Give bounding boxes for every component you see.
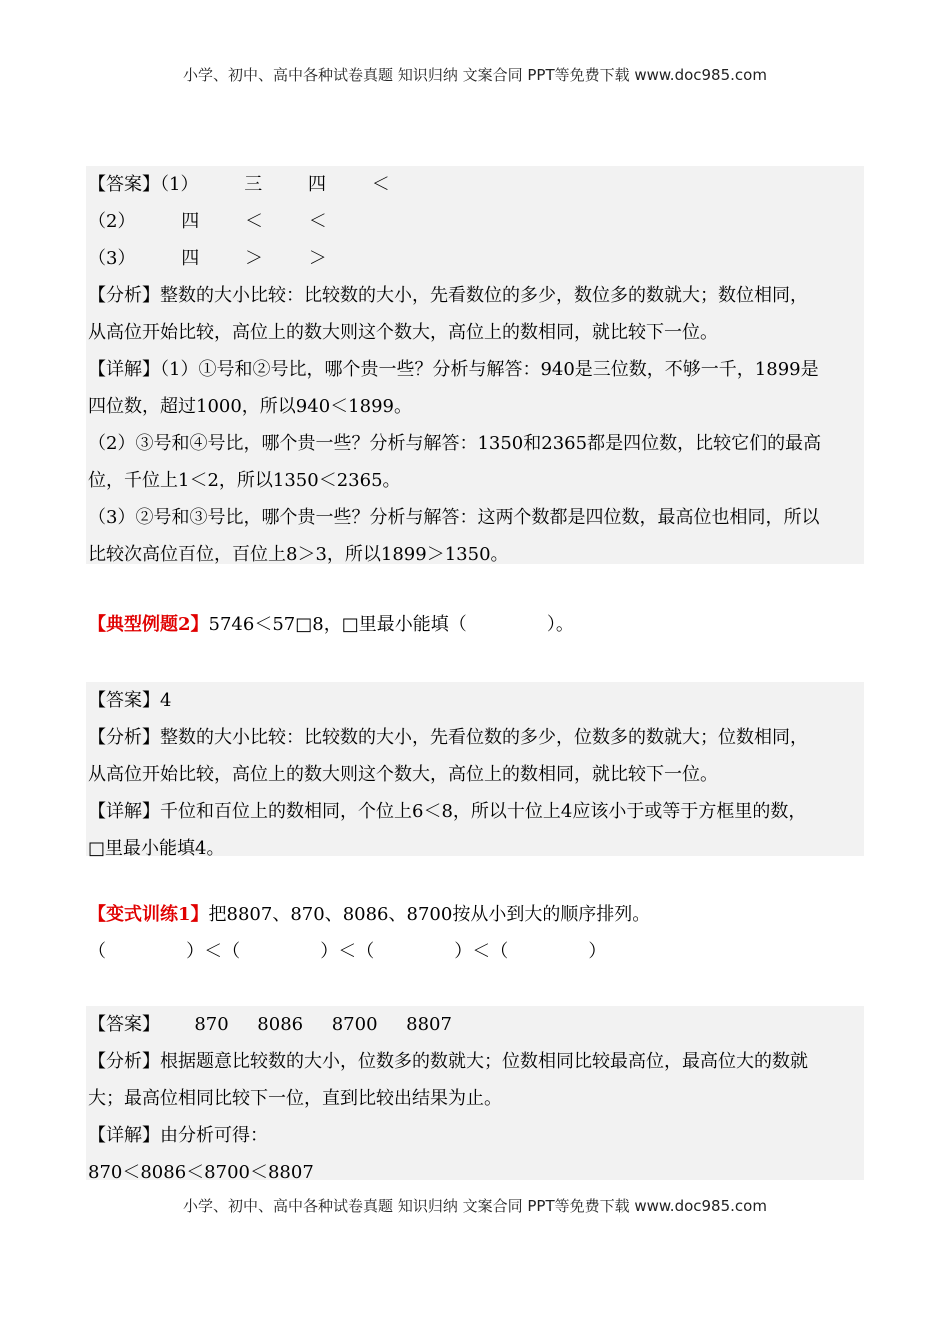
text-line: 【分析】根据题意比较数的大小，位数多的数就大；位数相同比较最高位，最高位大的数就 xyxy=(88,1051,808,1072)
text-line: 比较次高位百位，百位上8＞3，所以1899＞1350。 xyxy=(88,544,509,565)
answer-block-3 xyxy=(86,1006,864,1183)
question-tag: 【变式训练1】 xyxy=(88,904,209,925)
text-line: 【分析】整数的大小比较：比较数的大小，先看位数的多少，位数多的数就大；位数相同， xyxy=(88,727,808,748)
text-line: （3）②号和③号比，哪个贵一些？分析与解答：这两个数都是四位数，最高位也相同，所以 xyxy=(88,507,820,528)
text-line: 从高位开始比较，高位上的数大则这个数大，高位上的数相同，就比较下一位。 xyxy=(88,322,718,343)
text-line: 位，千位上1＜2，所以1350＜2365。 xyxy=(88,470,401,491)
text-line: 【详解】（1）①号和②号比，哪个贵一些？分析与解答：940是三位数，不够一千，1899是 xyxy=(88,359,819,380)
text-line: 【详解】千位和百位上的数相同，个位上6＜8，所以十位上4应该小于或等于方框里的数， xyxy=(88,801,807,822)
question-3 xyxy=(88,900,650,930)
text-line: 从高位开始比较，高位上的数大则这个数大，高位上的数相同，就比较下一位。 xyxy=(88,764,718,785)
page-footer: 小学、初中、高中各种试卷真题 知识归纳 文案合同 PPT等免费下载 www.doc985.com xyxy=(183,1197,767,1215)
question-text: 5746＜57□8，□里最小能填（ ）。 xyxy=(208,614,574,635)
answer-block-2 xyxy=(86,682,864,859)
text-line: 【答案】4 xyxy=(88,690,172,711)
text-line: 870＜8086＜8700＜8807 xyxy=(88,1162,314,1183)
text-line: （2） 四 ＜ ＜ xyxy=(88,211,327,232)
text-line: 【分析】整数的大小比较：比较数的大小，先看数位的多少，数位多的数就大；数位相同， xyxy=(88,285,808,306)
text-line: 【答案】 870 8086 8700 8807 xyxy=(88,1014,452,1035)
text-line: 【答案】（1） 三 四 ＜ xyxy=(88,174,390,195)
text-line: （3） 四 ＞ ＞ xyxy=(88,248,327,269)
question-3-blanks: （ ）＜（ ）＜（ ）＜（ ） xyxy=(88,941,607,962)
question-2 xyxy=(88,610,574,640)
text-line: （2）③号和④号比，哪个贵一些？分析与解答：1350和2365都是四位数，比较它们的最高 xyxy=(88,433,822,454)
text-line: 【详解】由分析可得： xyxy=(88,1125,268,1146)
question-tag: 【典型例题2】 xyxy=(88,614,209,635)
question-text: 把8807、870、8086、8700按从小到大的顺序排列。 xyxy=(208,904,651,925)
text-line: 四位数，超过1000，所以940＜1899。 xyxy=(88,396,412,417)
text-line: □里最小能填4。 xyxy=(88,838,225,859)
answer-block-1 xyxy=(86,166,864,564)
text-line: 大；最高位相同比较下一位，直到比较出结果为止。 xyxy=(88,1088,502,1109)
page-header: 小学、初中、高中各种试卷真题 知识归纳 文案合同 PPT等免费下载 www.doc985.com xyxy=(183,66,767,84)
